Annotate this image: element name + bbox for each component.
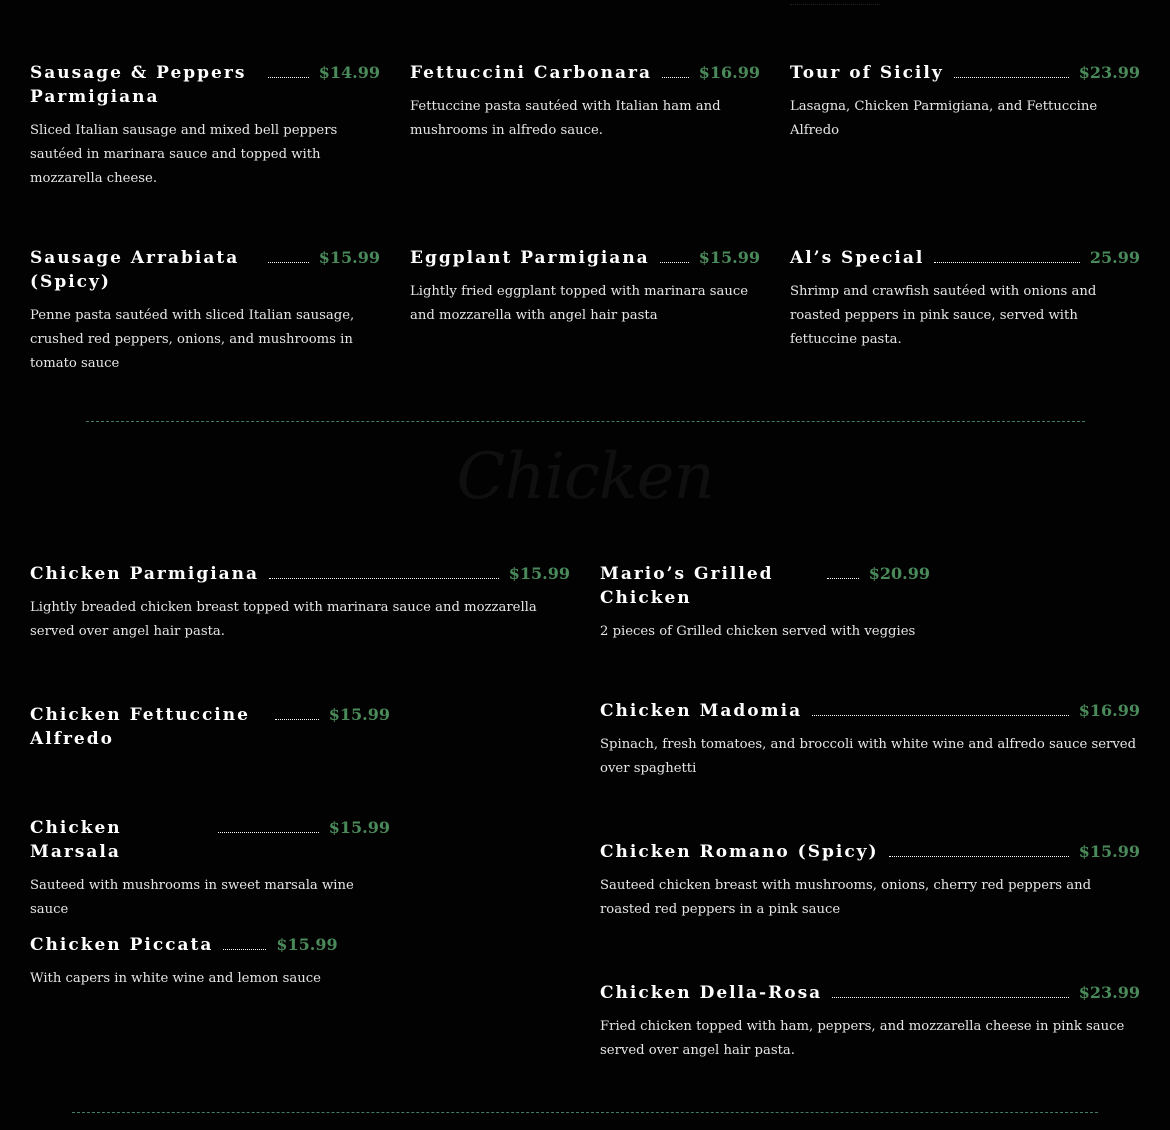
menu-item [600, 981, 1140, 1063]
item-price: $15.99 [328, 818, 390, 837]
item-price: 25.99 [1089, 248, 1140, 267]
item-name: Tour of Sicily [790, 63, 944, 83]
item-description: With capers in white wine and lemon sauce [30, 971, 321, 986]
item-name: Fettuccini Carbonara [410, 63, 652, 83]
item-price: $14.99 [318, 63, 380, 82]
leader-dots [660, 262, 689, 263]
menu-item [30, 61, 380, 191]
menu-item [30, 246, 380, 376]
menu-item [600, 840, 1140, 922]
leader-dots [934, 262, 1080, 263]
item-description: Penne pasta sautéed with sliced Italian sausage, crushed red peppers, onions, and mushrooms in tomato sauce [30, 308, 355, 371]
item-name: Chicken Fettuccine Alfredo [30, 705, 250, 749]
item-price: $15.99 [508, 564, 570, 583]
leader-dots [662, 77, 689, 78]
menu-item [600, 562, 930, 644]
menu-item [790, 61, 1140, 143]
item-price: $16.99 [698, 63, 760, 82]
menu-item [30, 562, 570, 644]
leader-dots [268, 262, 309, 263]
item-price: $16.99 [1078, 701, 1140, 720]
item-name: Chicken Madomia [600, 701, 803, 721]
leader-dots [268, 77, 309, 78]
menu-item [30, 703, 390, 751]
leader-dots [223, 949, 266, 950]
menu-item [30, 816, 390, 922]
leader-dots [832, 997, 1069, 998]
item-price: $15.99 [276, 935, 338, 954]
item-price: $23.99 [1078, 983, 1140, 1002]
section-divider [86, 421, 1085, 422]
item-name: Chicken Romano (Spicy) [600, 842, 879, 862]
leader-dots [275, 719, 319, 720]
item-description: Lightly fried eggplant topped with marinara sauce and mozzarella with angel hair pasta [410, 284, 749, 323]
item-name: Mario’s Grilled Chicken [600, 564, 774, 608]
item-description: Sauteed chicken breast with mushrooms, onions, cherry red peppers and roasted red peppers in a pink sauce [600, 878, 1092, 917]
leader-dots [269, 578, 499, 579]
menu-item [790, 246, 1140, 352]
item-description: Lasagna, Chicken Parmigiana, and Fettuccine Alfredo [790, 99, 1098, 138]
item-description: Lightly breaded chicken breast topped with marinara sauce and mozzarella served over angel hair pasta. [30, 600, 537, 639]
item-name: Chicken Piccata [30, 935, 214, 955]
section-title-chicken: Chicken [456, 440, 714, 514]
item-description: Fried chicken topped with ham, peppers, and mozzarella cheese in pink sauce served over angel hair pasta. [600, 1019, 1125, 1058]
item-description: Sauteed with mushrooms in sweet marsala wine sauce [30, 878, 354, 917]
item-description: Sliced Italian sausage and mixed bell peppers sautéed in marinara sauce and topped with mozzarella cheese. [30, 123, 338, 186]
item-description: Fettuccine pasta sautéed with Italian ham and mushrooms in alfredo sauce. [410, 99, 721, 138]
item-name: Chicken Parmigiana [30, 564, 260, 584]
item-price: $15.99 [328, 705, 390, 724]
menu-item [410, 61, 760, 143]
menu-item [600, 699, 1140, 781]
item-name: Al’s Special [790, 248, 925, 268]
leader-dots [218, 832, 319, 833]
item-price: $23.99 [1078, 63, 1140, 82]
menu-item [410, 246, 760, 328]
item-name: Eggplant Parmigiana [410, 248, 650, 268]
item-description: 2 pieces of Grilled chicken served with veggies [600, 624, 916, 639]
item-name: Chicken Della-Rosa [600, 983, 823, 1003]
leader-dots [812, 715, 1069, 716]
item-description: Spinach, fresh tomatoes, and broccoli with white wine and alfredo sauce served over spaghetti [600, 737, 1137, 776]
item-price: $15.99 [1078, 842, 1140, 861]
item-name: Sausage Arrabiata (Spicy) [30, 248, 240, 292]
leader-dots [889, 856, 1069, 857]
item-price: $15.99 [698, 248, 760, 267]
menu-item [30, 933, 390, 991]
leader-dots [954, 77, 1069, 78]
top-divider-remnant [790, 0, 880, 5]
item-name: Chicken Marsala [30, 818, 122, 862]
section-divider [72, 1112, 1098, 1113]
item-price: $20.99 [868, 564, 930, 583]
item-price: $15.99 [318, 248, 380, 267]
item-name: Sausage & Peppers Parmigiana [30, 63, 247, 107]
item-description: Shrimp and crawfish sautéed with onions and roasted peppers in pink sauce, served with fettuccine pasta. [790, 284, 1097, 347]
leader-dots [827, 578, 859, 579]
